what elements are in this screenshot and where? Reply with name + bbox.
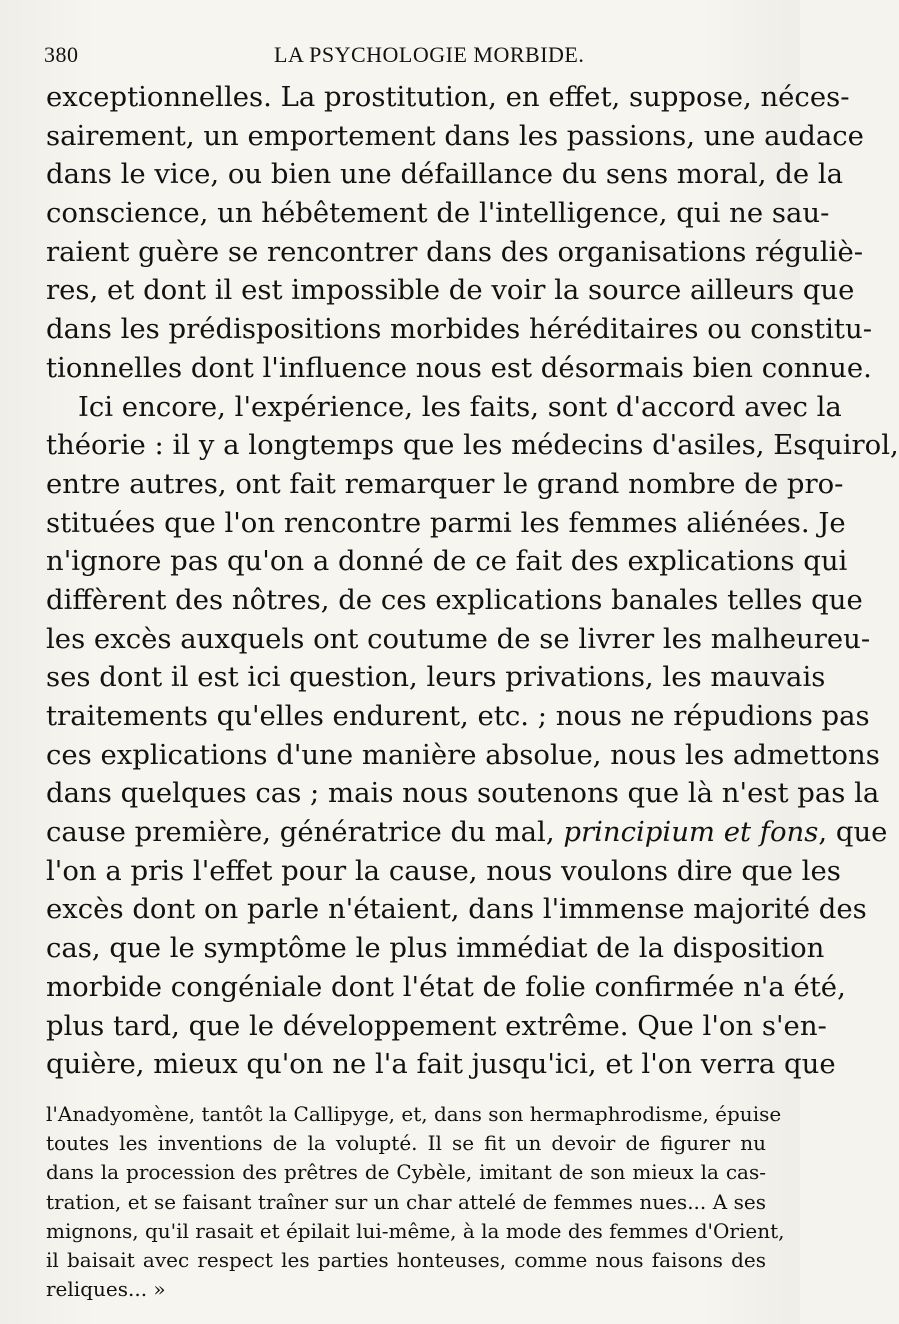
text-line: tionnelles dont l'influence nous est désormais bien connue. (46, 351, 872, 384)
footnote-line: l'Anadyomène, tantôt la Callipyge, et, dans son hermaphrodisme, épuise (46, 1102, 782, 1126)
text-line: stituées que l'on rencontre parmi les femmes aliénées. Je (46, 506, 846, 539)
text-line: diffèrent des nôtres, de ces explications banales telles que (46, 583, 863, 616)
text-line: exceptionnelles. La prostitution, en effet, suppose, néces- (46, 81, 850, 113)
text-line: traitements qu'elles endurent, etc. ; nous ne répudions pas (46, 700, 870, 732)
text-line: les excès auxquels ont coutume de se livrer les malheureu- (46, 622, 871, 655)
text-line: entre autres, ont fait remarquer le grand nombre de pro- (46, 467, 844, 500)
footnote-line: mignons, qu'il rasait et épilait lui-même, à la mode des femmes d'Orient, (46, 1218, 785, 1243)
text-line: ses dont il est ici question, leurs privations, les mauvais (46, 661, 826, 694)
text-line: n'ignore pas qu'on a donné de ce fait des explications qui (46, 545, 848, 578)
footnote-line: dans la procession des prêtres de Cybèle, imitant de son mieux la cas- (46, 1160, 766, 1185)
text-line: Ici encore, l'expérience, les faits, sont d'accord avec la (78, 390, 842, 423)
text-line: dans quelques cas ; mais nous soutenons que là n'est pas la (46, 777, 880, 810)
running-head (44, 38, 764, 74)
text-line: dans le vice, ou bien une défaillance du sens moral, de la (46, 158, 844, 191)
text-line: théorie : il y a longtemps que les médecins d'asiles, Esquirol, (46, 429, 899, 462)
footnote-line: tration, et se faisant traîner sur un char attelé de femmes nues... A ses (46, 1189, 766, 1214)
text-line: dans les prédispositions morbides héréditaires ou constitu- (46, 313, 872, 346)
footnote-line: reliques... » (46, 1277, 166, 1302)
footnote-line: toutes les inventions de la volupté. Il se fit un devoir de figurer nu (46, 1131, 766, 1156)
text-segment: , que (818, 816, 888, 849)
text-line: plus tard, que le développement extrême. Que l'on s'en- (46, 1009, 827, 1042)
text-line: res, et dont il est impossible de voir la source ailleurs que (46, 274, 855, 307)
text-line-with-latin (46, 813, 888, 852)
footnote-line: il baisait avec respect les parties honteuses, comme nous faisons des (46, 1247, 766, 1272)
footnote-block (46, 1100, 785, 1304)
text-segment: cause première, génératrice du mal, (46, 816, 564, 849)
text-line: sairement, un emportement dans les passions, une audace (46, 119, 864, 152)
text-line: raient guère se rencontrer dans des organisations réguliè- (46, 235, 864, 268)
text-line: excès dont on parle n'étaient, dans l'immense majorité des (46, 893, 867, 926)
text-line: ces explications d'une manière absolue, nous les admettons (46, 738, 880, 771)
text-line: morbide congéniale dont l'état de folie confirmée n'a été, (46, 970, 846, 1003)
main-text (46, 78, 899, 1084)
text-line: cas, que le symptôme le plus immédiat de la disposition (46, 932, 825, 965)
page-number: 380 (44, 42, 79, 67)
text-line: quière, mieux qu'on ne l'a fait jusqu'ici, et l'on verra que (46, 1048, 836, 1081)
text-line: conscience, un hébêtement de l'intelligence, qui ne sau- (46, 197, 830, 230)
running-title: LA PSYCHOLOGIE MORBIDE. (274, 42, 585, 67)
text-line: l'on a pris l'effet pour la cause, nous voulons dire que les (46, 854, 841, 887)
latin-phrase: principium et fons (563, 816, 819, 849)
